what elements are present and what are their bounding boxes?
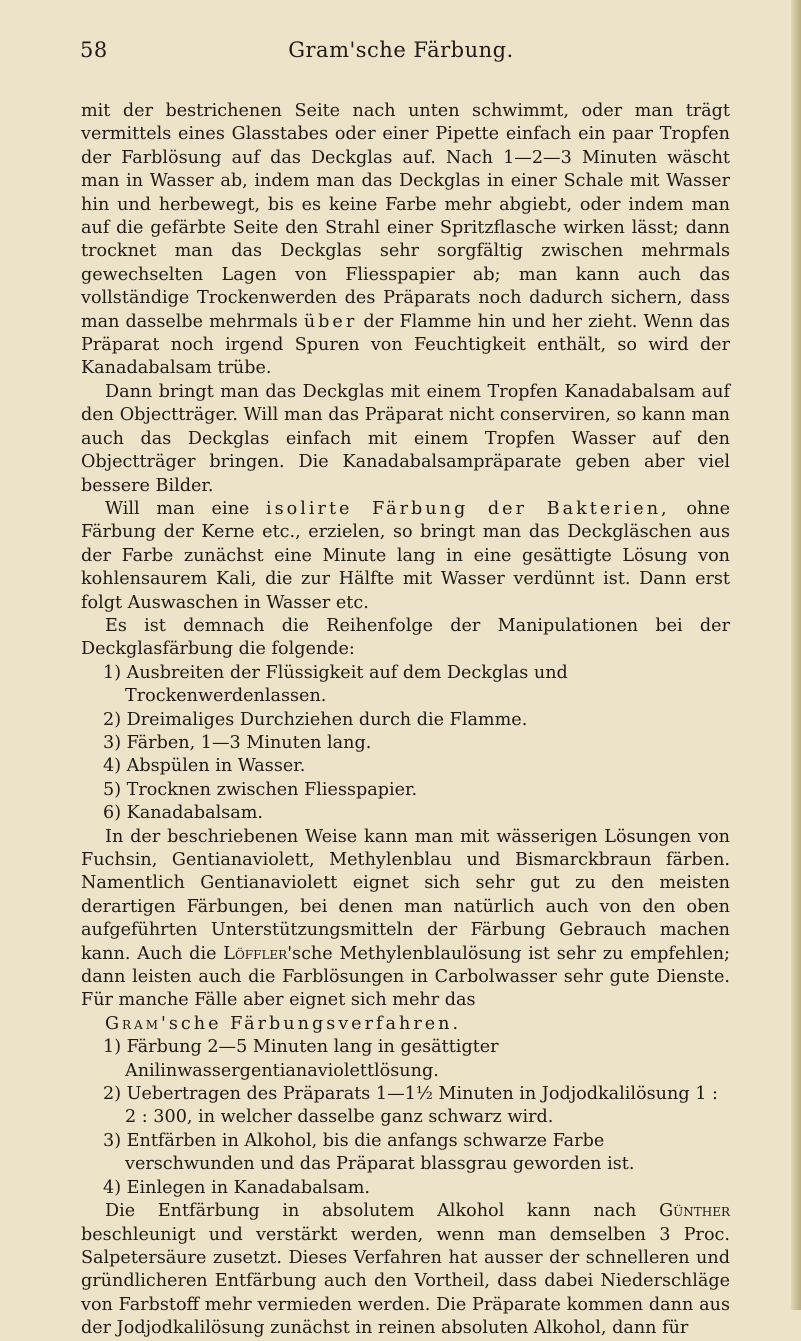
list-item: 5) Trocknen zwischen Fliesspapier. [103, 779, 418, 800]
list-item: 1) Färbung 2—5 Minuten lang in gesättigter Anilinwassergentianaviolettlösung. [103, 1037, 499, 1081]
paragraph-4: Es ist demnach die Reihenfolge der Manipulationen bei der Deckglasfärbung die folgende: [81, 615, 730, 660]
paragraph-3 [81, 498, 730, 615]
body-text [81, 100, 730, 1341]
author-gram: Gram [105, 1013, 162, 1034]
paragraph-3-start: Will man eine [105, 498, 250, 519]
paragraph-5 [81, 826, 730, 1013]
list-item: 2) Dreimaliges Durchziehen durch die Flamme. [103, 709, 528, 730]
list-item: 3) Entfärben in Alkohol, bis die anfangs schwarze Farbe verschwunden und das Präparat blassgrau geworden ist. [103, 1130, 635, 1175]
emphasis-isolirte-faerbung: isolirte Färbung der Bakterien, [266, 498, 670, 519]
page-header [66, 38, 736, 68]
list-item: 2) Uebertragen des Präparats 1—1½ Minuten in Jodjodkalilösung 1 : 2 : 300, in welcher dasselbe ganz schwarz wird. [103, 1084, 718, 1128]
paragraph-7-end: beschleunigt und verstärkt werden, wenn man demselben 3 Proc. Salpetersäure zusetzt. Dieses Verfahren hat ausser der schnelleren und gründlicheren Entfärbung auch den Vortheil, dass dabei Niederschläge von Farbstoff mehr vermieden werden. Die Präparate kommen dann aus der Jodjodkalilösung zunächst in reinen absoluten Alkohol, dann für [81, 1224, 730, 1339]
emphasis-gram-verfahren: 'sche Färbungsverfahren. [161, 1013, 462, 1034]
page-number: 58 [80, 38, 108, 62]
paragraph-1-text: mit der bestrichenen Seite nach unten schwimmt, oder man trägt vermittels eines Glasstabes oder einer Pipette einfach ein paar Tropfen der Farblösung auf das Deckglas auf. Nach 1—2—3 Minuten wäscht man in Wasser ab, indem man das Deckglas in einer Schale mit Wasser hin und herbewegt, bis es keine Farbe mehr abgiebt, oder indem man auf die gefärbte Seite den Strahl einer Spritzflasche wirken lässt; dann trocknet man das Deckglas sehr sorgfältig zwischen mehrmals gewechselten Lagen von Fliesspapier ab; man kann auch das vollständige Trockenwerden des Präparats noch dadurch sichern, dass man dasselbe mehrmals [81, 101, 730, 332]
running-title: Gram'sche Färbung. [288, 38, 514, 62]
page-edge [791, 0, 801, 1310]
author-loeffler: Löffler [223, 943, 288, 964]
paragraph-5-start: In der beschriebenen Weise kann man mit wässerigen Lösungen von Fuchsin, Gentianaviolett, Methylenblau und Bismarckbraun färben. Namentlich Gentianaviolett eignet sich sehr gut zu den meisten derartigen Färbungen, bei denen man natürlich auch von den oben aufgeführten Unterstützungsmitteln der Färbung Gebrauch machen kann. Auch die [81, 826, 730, 964]
author-guenther: Günther [659, 1201, 731, 1222]
list-item: 6) Kanadabalsam. [103, 803, 264, 824]
list-item: 4) Einlegen in Kanadabalsam. [103, 1177, 371, 1198]
paragraph-6 [81, 1013, 730, 1036]
list-item: 3) Färben, 1—3 Minuten lang. [103, 732, 372, 753]
paragraph-7 [81, 1200, 730, 1340]
emphasis-ueber: über [303, 311, 358, 332]
paragraph-5-end: 'sche Methylenblaulösung ist sehr zu empfehlen; dann leisten auch die Farblösungen in Carbolwasser sehr gute Dienste. Für manche Fälle aber eignet sich mehr das [81, 943, 730, 1011]
paragraph-1-end: der Flamme hin und her zieht. Wenn das Präparat noch irgend Spuren von Feuchtigkeit enthält, so wird der Kanadabalsam trübe. [81, 311, 730, 379]
paragraph-7-start: Die Entfärbung in absolutem Alkohol kann nach [105, 1201, 637, 1222]
paragraph-2: Dann bringt man das Deckglas mit einem Tropfen Kanadabalsam auf den Objectträger. Will man das Präparat nicht conserviren, so kann man auch das Deckglas einfach mit einem Tropfen Wasser auf den Objectträger bringen. Die Kanadabalsampräparate geben aber viel bessere Bilder. [81, 381, 730, 496]
paragraph-1 [81, 100, 730, 381]
paragraph-3-end: ohne Färbung der Kerne etc., erzielen, so bringt man das Deckgläschen aus der Farbe zunächst eine Minute lang in eine gesättigte Lösung von kohlensaurem Kali, die zur Hälfte mit Wasser verdünnt ist. Dann erst folgt Auswaschen in Wasser etc. [81, 498, 730, 613]
list-item: 4) Abspülen in Wasser. [103, 756, 306, 777]
list-item: 1) Ausbreiten der Flüssigkeit auf dem Deckglas und Trockenwerdenlassen. [103, 662, 568, 707]
